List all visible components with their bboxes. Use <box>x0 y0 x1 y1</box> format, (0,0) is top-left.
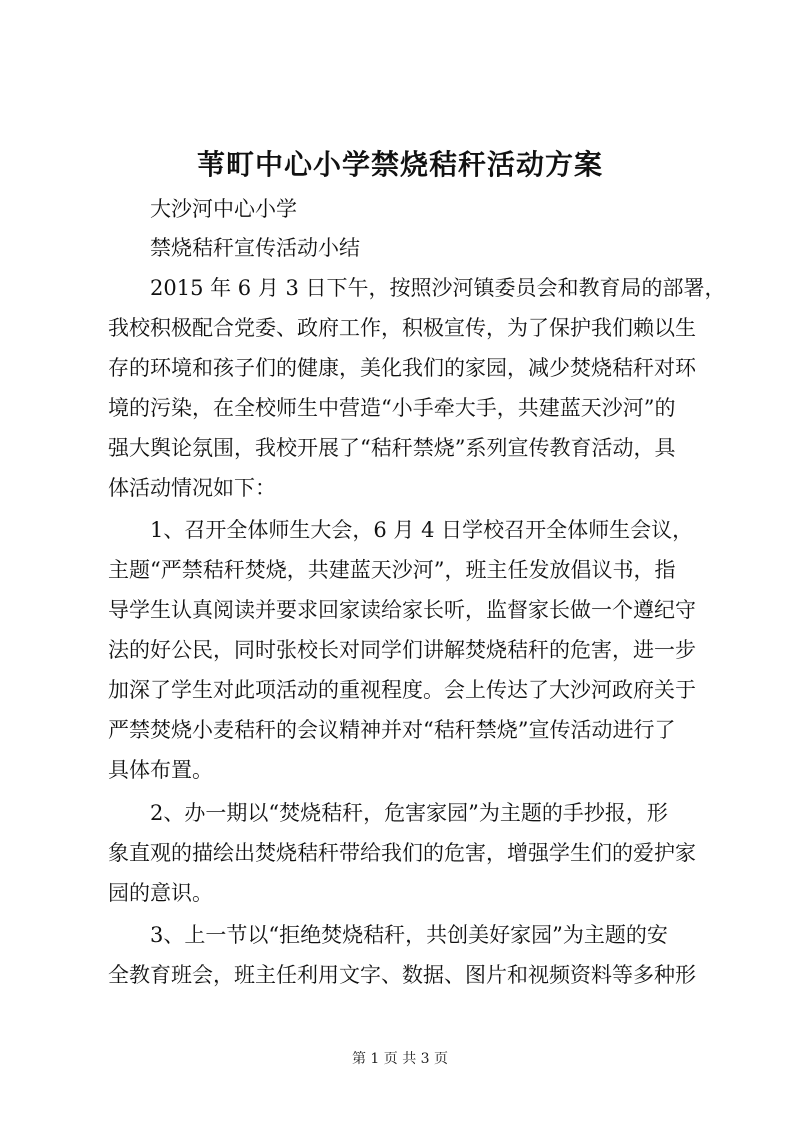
paragraph-line: 园的意识。 <box>108 881 213 905</box>
school-name: 大沙河中心小学 <box>150 197 297 221</box>
paragraph-line: 严禁焚烧小麦秸秆的会议精神并对“秸秆禁烧”宣传活动进行了 <box>108 718 676 742</box>
summary-heading: 禁烧秸秆宣传活动小结 <box>150 236 360 260</box>
document-title: 苇町中心小学禁烧秸秆活动方案 <box>196 148 603 181</box>
paragraph-line: 强大舆论氛围，我校开展了“秸秆禁烧”系列宣传教育活动，具 <box>108 436 676 460</box>
paragraph-line: 2015 年 6 月 3 日下午，按照沙河镇委员会和教育局的部署， <box>150 276 726 300</box>
paragraph-line: 存的环境和孩子们的健康，美化我们的家园，减少焚烧秸秆对环 <box>108 356 696 380</box>
paragraph-line: 全教育班会，班主任利用文字、数据、图片和视频资料等多种形 <box>108 963 696 987</box>
paragraph-line: 3、上一节以“拒绝焚烧秸秆，共创美好家园”为主题的安 <box>150 923 668 947</box>
paragraph-line: 加深了学生对此项活动的重视程度。会上传达了大沙河政府关于 <box>108 678 696 702</box>
paragraph-line: 法的好公民，同时张校长对同学们讲解焚烧秸秆的危害，进一步 <box>108 638 696 662</box>
paragraph-line: 具体布置。 <box>108 758 213 782</box>
paragraph-line: 境的污染，在全校师生中营造“小手牵大手，共建蓝天沙河”的 <box>108 396 676 420</box>
paragraph-line: 体活动情况如下： <box>108 476 276 500</box>
paragraph-line: 象直观的描绘出焚烧秸秆带给我们的危害，增强学生们的爱护家 <box>108 841 696 865</box>
page-number: 第 1 页 共 3 页 <box>351 1051 449 1067</box>
paragraph-line: 导学生认真阅读并要求回家读给家长听，监督家长做一个遵纪守 <box>108 598 696 622</box>
paragraph-line: 2、办一期以“焚烧秸秆，危害家园”为主题的手抄报，形 <box>150 801 668 825</box>
paragraph-line: 1、召开全体师生大会，6 月 4 日学校召开全体师生会议， <box>150 518 694 542</box>
paragraph-line: 我校积极配合党委、政府工作，积极宣传，为了保护我们赖以生 <box>108 316 696 340</box>
paragraph-line: 主题“严禁秸秆焚烧，共建蓝天沙河”，班主任发放倡议书，指 <box>108 558 676 582</box>
